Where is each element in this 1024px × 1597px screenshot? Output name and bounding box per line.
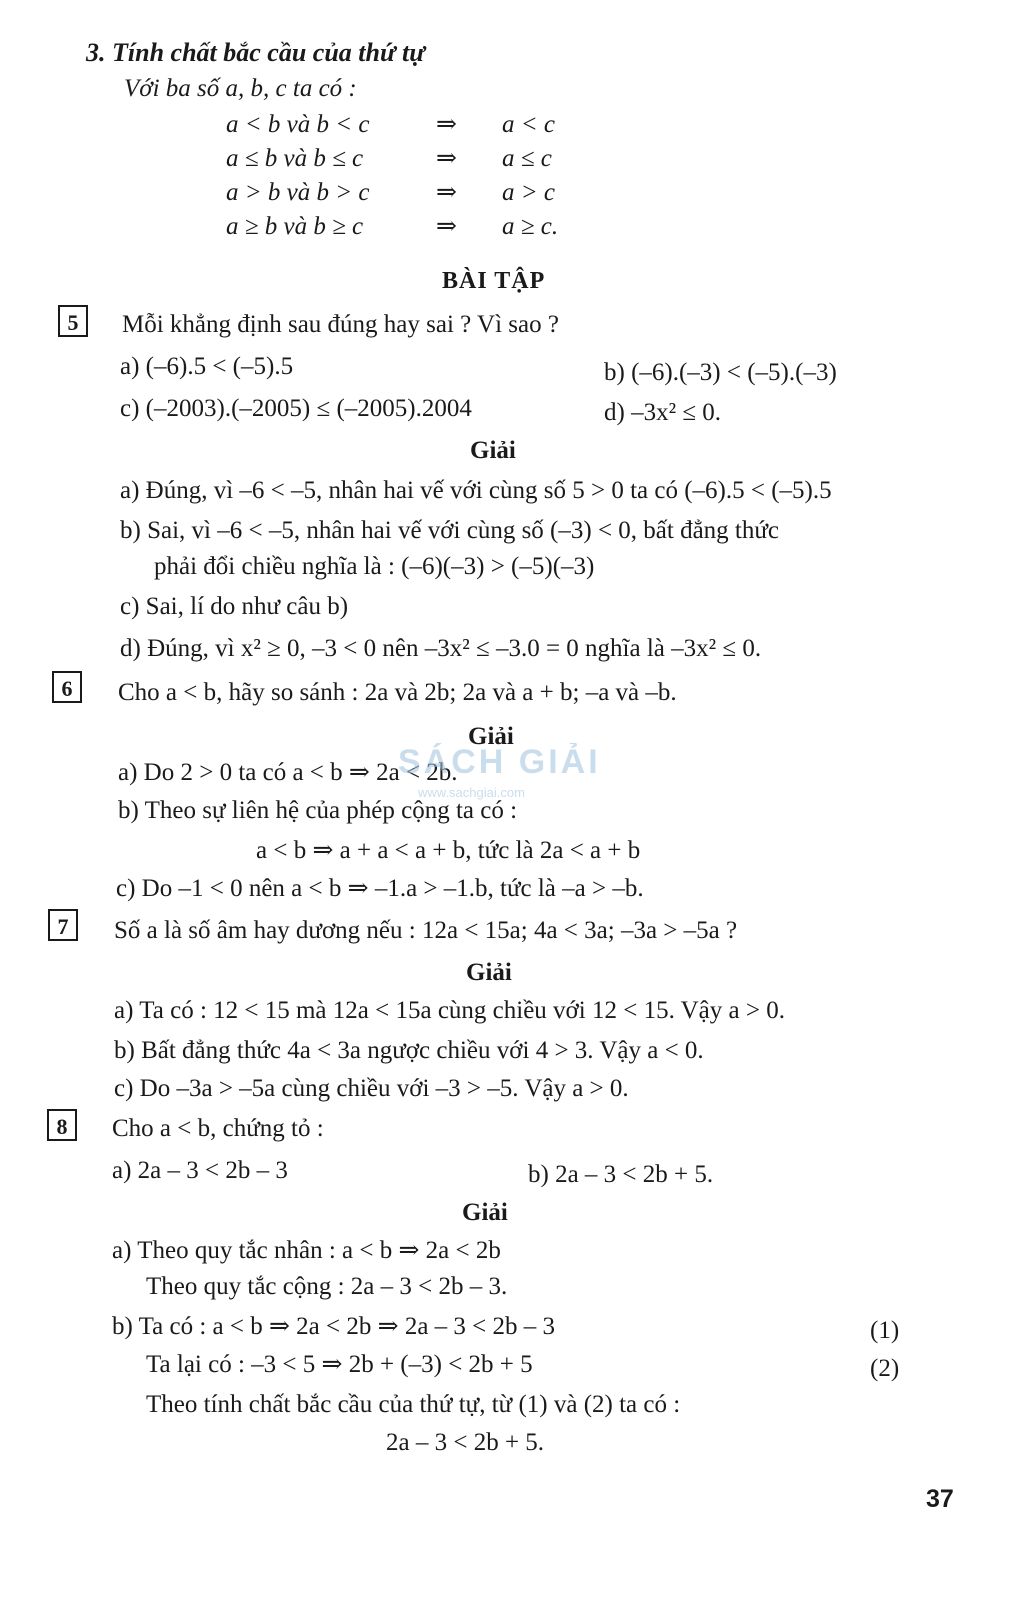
part-a: a) (–6).5 < (–5).5: [120, 353, 294, 380]
solution-b: b) Ta có : a < b ⇒ 2a < 2b ⇒ 2a – 3 < 2b – 3: [112, 1313, 556, 1340]
exercise-question: Số a là số âm hay dương nếu : 12a < 15a; 4a < 3a; –3a > –5a ?: [114, 917, 738, 944]
solution-b: b) Bất đẳng thức 4a < 3a ngược chiều với 4 > 3. Vậy a < 0.: [114, 1037, 704, 1064]
solution-b-cont: phải đổi chiều nghĩa là : (–6)(–3) > (–5)(–3): [154, 553, 595, 580]
exercise-number: 7: [48, 909, 78, 941]
solution-a: a) Do 2 > 0 ta có a < b ⇒ 2a < 2b.: [118, 759, 458, 786]
solution-b: b) Sai, vì –6 < –5, nhân hai vế với cùng số (–3) < 0, bất đẳng thức: [120, 517, 780, 544]
exercises-heading: BÀI TẬP: [442, 268, 546, 294]
exercise-number: 8: [47, 1109, 77, 1141]
watermark-text: SÁCH GIẢI: [398, 743, 601, 781]
solution-a-cont: Theo quy tắc cộng : 2a – 3 < 2b – 3.: [146, 1273, 508, 1300]
exercise-question: Cho a < b, hãy so sánh : 2a và 2b; 2a và a + b; –a và –b.: [118, 679, 677, 706]
solution-a: a) Đúng, vì –6 < –5, nhân hai vế với cùng số 5 > 0 ta có (–6).5 < (–5).5: [120, 477, 832, 504]
rule-right: a < c: [502, 111, 555, 138]
solution-c: c) Do –1 < 0 nên a < b ⇒ –1.a > –1.b, tức là –a > –b.: [116, 875, 644, 902]
page-number: 37: [926, 1485, 954, 1513]
solution-heading: Giải: [468, 723, 514, 750]
rule-right: a ≥ c.: [502, 213, 559, 240]
solution-c: c) Do –3a > –5a cùng chiều với –3 > –5. Vậy a > 0.: [114, 1075, 629, 1102]
solution-heading: Giải: [462, 1199, 508, 1226]
implies-arrow: ⇒: [436, 111, 457, 138]
solution-b: b) Theo sự liên hệ của phép cộng ta có :: [118, 797, 518, 824]
exercise-number: 5: [58, 305, 88, 337]
solution-heading: Giải: [470, 437, 516, 464]
solution-c: c) Sai, lí do như câu b): [120, 593, 349, 620]
part-d: d) –3x² ≤ 0.: [604, 399, 722, 426]
solution-b-cont: Ta lại có : –3 < 5 ⇒ 2b + (–3) < 2b + 5: [146, 1351, 533, 1378]
part-b: b) 2a – 3 < 2b + 5.: [528, 1161, 714, 1188]
equation-tag: (1): [870, 1317, 900, 1344]
part-c: c) (–2003).(–2005) ≤ (–2005).2004: [120, 395, 472, 422]
solution-b-result: 2a – 3 < 2b + 5.: [386, 1429, 545, 1456]
section-intro: Với ba số a, b, c ta có :: [124, 75, 357, 102]
exercise-question: Mỗi khẳng định sau đúng hay sai ? Vì sao ?: [122, 311, 559, 338]
solution-a: a) Theo quy tắc nhân : a < b ⇒ 2a < 2b: [112, 1237, 501, 1264]
rule-left: a ≤ b và b ≤ c: [226, 145, 364, 172]
solution-a: a) Ta có : 12 < 15 mà 12a < 15a cùng chiều với 12 < 15. Vậy a > 0.: [114, 997, 785, 1024]
implies-arrow: ⇒: [436, 179, 457, 206]
solution-heading: Giải: [466, 959, 512, 986]
rule-left: a ≥ b và b ≥ c: [226, 213, 364, 240]
part-b: b) (–6).(–3) < (–5).(–3): [604, 359, 837, 386]
rule-right: a > c: [502, 179, 555, 206]
part-a: a) 2a – 3 < 2b – 3: [112, 1157, 288, 1184]
implies-arrow: ⇒: [436, 213, 457, 240]
equation-tag: (2): [870, 1355, 900, 1382]
section-title: 3. Tính chất bắc cầu của thứ tự: [86, 38, 425, 67]
exercise-question: Cho a < b, chứng tỏ :: [112, 1115, 324, 1142]
rule-left: a < b và b < c: [226, 111, 370, 138]
solution-d: d) Đúng, vì x² ≥ 0, –3 < 0 nên –3x² ≤ –3.0 = 0 nghĩa là –3x² ≤ 0.: [120, 635, 762, 662]
rule-left: a > b và b > c: [226, 179, 370, 206]
exercise-number: 6: [52, 671, 82, 703]
solution-b-cont: Theo tính chất bắc cầu của thứ tự, từ (1) và (2) ta có :: [146, 1391, 681, 1418]
watermark-url: www.sachgiai.com: [418, 785, 525, 800]
rule-right: a ≤ c: [502, 145, 552, 172]
watermark-logo: [398, 735, 638, 805]
solution-b-equation: a < b ⇒ a + a < a + b, tức là 2a < a + b: [256, 837, 641, 864]
implies-arrow: ⇒: [436, 145, 457, 172]
